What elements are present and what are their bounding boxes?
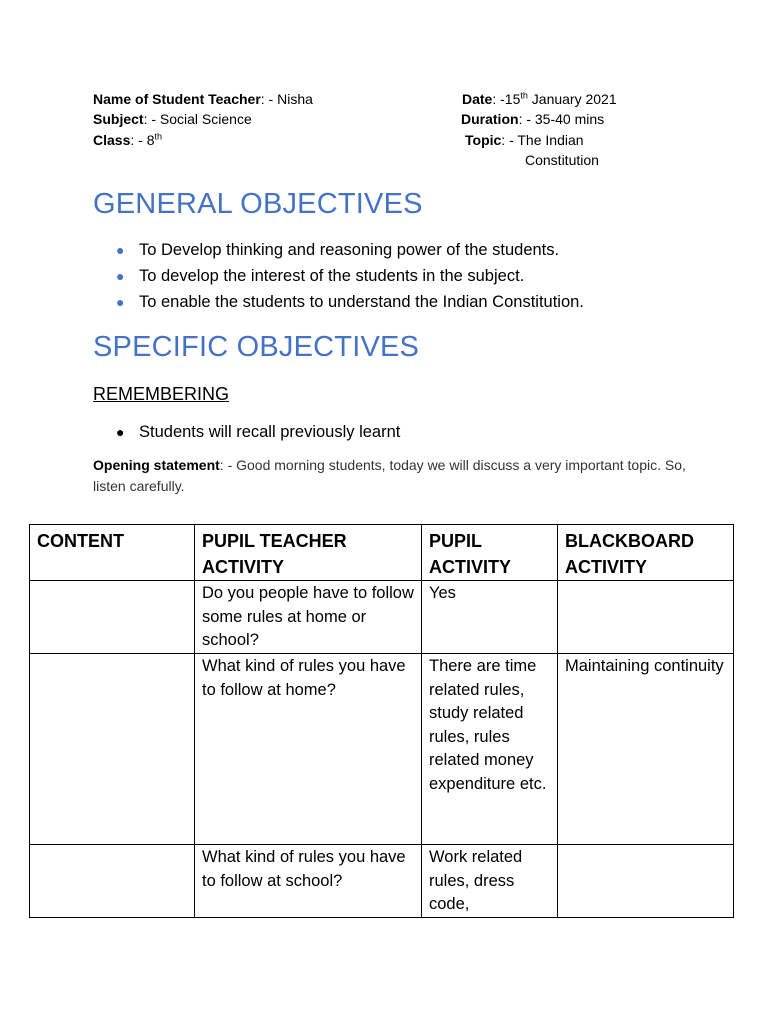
opening-text: : - Good morning students, today we will discuss a very important topic. So, listen carefully. xyxy=(93,457,686,494)
date-line xyxy=(462,89,617,109)
topic-value-line1: : - The Indian xyxy=(501,132,584,148)
opening-label: Opening statement xyxy=(93,457,220,473)
header-pupil-activity: PUPIL ACTIVITY xyxy=(422,525,558,581)
table-cell xyxy=(30,581,195,654)
remembering-subheading: REMEMBERING xyxy=(93,384,230,404)
subject-label: Subject xyxy=(93,111,144,127)
bullet-icon: ● xyxy=(116,268,125,284)
table-cell xyxy=(558,581,734,654)
class-label: Class xyxy=(93,132,131,148)
opening-statement xyxy=(93,455,693,497)
list-item: ● To develop the interest of the students in the subject. xyxy=(93,263,733,289)
student-teacher-name xyxy=(93,89,313,109)
table-row xyxy=(30,845,734,918)
table-cell: There are time related rules, study related rules, rules related money expenditure etc. xyxy=(422,654,558,845)
lesson-plan-table xyxy=(29,524,734,918)
name-label: Name of Student Teacher xyxy=(93,91,261,107)
class-value: : - 8 xyxy=(130,132,155,148)
table-cell: What kind of rules you have to follow at school? xyxy=(195,845,422,918)
general-objectives-heading: GENERAL OBJECTIVES xyxy=(93,188,423,220)
subject-value: : - Social Science xyxy=(143,111,252,127)
table-header-row xyxy=(30,525,734,581)
specific-objectives-heading: SPECIFIC OBJECTIVES xyxy=(93,331,420,363)
header-content: CONTENT xyxy=(30,525,195,581)
table-row xyxy=(30,654,734,845)
duration-line xyxy=(461,109,604,129)
topic-value-line2: Constitution xyxy=(525,152,599,168)
duration-value: : - 35-40 mins xyxy=(518,111,605,127)
table-cell: Yes xyxy=(422,581,558,654)
bullet-icon: ● xyxy=(116,424,125,440)
bullet-icon: ● xyxy=(116,242,125,258)
header-pupil-teacher-activity: PUPIL TEACHER ACTIVITY xyxy=(195,525,422,581)
name-value: : - Nisha xyxy=(260,91,313,107)
topic-label: Topic xyxy=(465,132,502,148)
topic-line-2 xyxy=(525,150,599,170)
table-row xyxy=(30,581,734,654)
table-cell xyxy=(30,845,195,918)
table-cell xyxy=(30,654,195,845)
header-blackboard-activity: BLACKBOARD ACTIVITY xyxy=(558,525,734,581)
table-cell xyxy=(558,845,734,918)
topic-line xyxy=(465,130,584,150)
list-item: ● To enable the students to understand the Indian Constitution. xyxy=(93,289,733,315)
table-cell: Do you people have to follow some rules at home or school? xyxy=(195,581,422,654)
date-value-post: January 2021 xyxy=(527,91,617,107)
general-objectives-list xyxy=(93,237,733,315)
list-item: ● To Develop thinking and reasoning power of the students. xyxy=(93,237,733,263)
date-value-pre: : -15 xyxy=(492,91,521,107)
table-cell: Work related rules, dress code, xyxy=(422,845,558,918)
class-sup: th xyxy=(154,131,162,142)
specific-objectives-list xyxy=(93,419,733,445)
date-label: Date xyxy=(462,91,493,107)
date-sup: th xyxy=(520,90,528,101)
subject-line xyxy=(93,109,252,129)
bullet-icon: ● xyxy=(116,294,125,310)
table-cell: Maintaining continuity xyxy=(558,654,734,845)
table-cell: What kind of rules you have to follow at home? xyxy=(195,654,422,845)
list-item: ● Students will recall previously learnt xyxy=(93,419,733,445)
duration-label: Duration xyxy=(461,111,519,127)
class-line xyxy=(93,130,162,150)
